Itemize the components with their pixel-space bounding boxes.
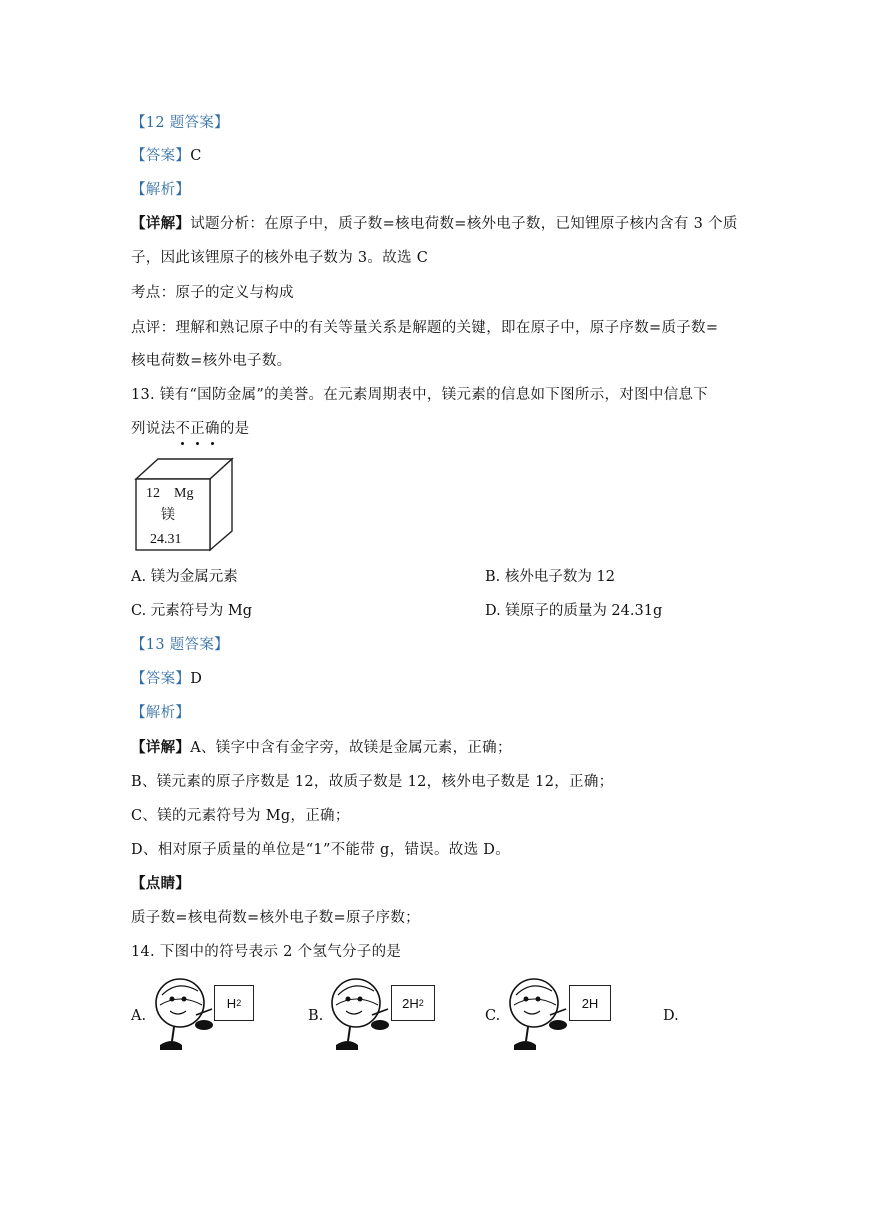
q13-stem-pre: 列说法 <box>131 421 176 437</box>
cartoon-atom-icon <box>152 975 218 1057</box>
q12-answer-value: C <box>190 148 202 164</box>
q13-emphasis-char: 不 <box>175 421 191 437</box>
q14-option-b-label: B. <box>308 1008 324 1024</box>
q14-stem: 14. 下图中的符号表示 2 个氢气分子的是 <box>131 944 402 960</box>
q13-answer-line <box>131 669 202 689</box>
formula-symbol: H <box>409 995 419 1011</box>
q13-detail-c: C、镁的元素符号为 Mg，正确； <box>131 808 350 824</box>
q13-dianjing-text: 质子数=核电荷数=核外电子数=原子序数； <box>131 910 420 926</box>
q12-answer-line <box>131 146 202 166</box>
q12-detail-line2: 子，因此该锂原子的核外电子数为 3。故选 C <box>131 250 429 266</box>
formula-card-a <box>214 985 254 1021</box>
q14-option-d-label: D. <box>663 1008 679 1024</box>
q13-detail-a-line <box>131 738 512 758</box>
q12-kaodian: 考点：原子的定义与构成 <box>131 285 294 301</box>
element-card-cube <box>134 457 236 553</box>
q12-detail-text1: 试题分析：在原子中，质子数=核电荷数=核外电子数，已知锂原子核内含有 3 个质 <box>190 216 738 232</box>
q13-stem-line2 <box>131 419 249 439</box>
q12-analysis-tag: 【解析】 <box>131 182 191 198</box>
q13-answer-heading: 【13 题答案】 <box>131 637 229 653</box>
q13-stem-post: 的是 <box>219 421 250 437</box>
cartoon-atom-icon <box>328 975 394 1057</box>
formula-symbol: H <box>226 995 237 1011</box>
q13-stem-line1: 13. 镁有“国防金属”的美誉。在元素周期表中，镁元素的信息如下图所示，对图中信息下 <box>131 387 709 403</box>
q13-detail-a: A、镁字中含有金字旁，故镁是金属元素，正确； <box>190 740 512 756</box>
formula-card-b <box>391 985 435 1021</box>
q12-detail-tag: 【详解】 <box>131 215 191 232</box>
q13-detail-tag: 【详解】 <box>131 739 191 756</box>
q13-option-b: B. 核外电子数为 12 <box>485 569 615 585</box>
element-atomic-mass: 24.31 <box>150 532 182 547</box>
formula-subscript: 2 <box>236 998 242 1008</box>
q13-answer-tag: 【答案】 <box>131 671 191 687</box>
q12-detail-line1 <box>131 214 738 234</box>
element-symbol: Mg <box>174 486 194 501</box>
q13-emphasis-char: 正 <box>190 421 206 437</box>
formula-symbol: H <box>588 995 599 1011</box>
q12-answer-heading: 【12 题答案】 <box>131 115 229 131</box>
q14-option-a-label: A. <box>131 1008 147 1024</box>
formula-card-c <box>569 985 611 1021</box>
q13-option-d: D. 镁原子的质量为 24.31g <box>485 603 663 619</box>
q13-option-a: A. 镁为金属元素 <box>131 569 238 585</box>
formula-subscript: 2 <box>418 998 424 1008</box>
q13-detail-d: D、相对原子质量的单位是“1”不能带 g，错误。故选 D。 <box>131 842 510 858</box>
q12-answer-tag: 【答案】 <box>131 148 191 164</box>
cartoon-atom-icon <box>506 975 572 1057</box>
q13-analysis-tag: 【解析】 <box>131 705 191 721</box>
element-name: 镁 <box>161 507 175 523</box>
q13-detail-b: B、镁元素的原子序数是 12，故质子数是 12，核外电子数是 12，正确； <box>131 774 614 790</box>
formula-coefficient: 2 <box>402 995 410 1011</box>
q12-dianping-line1: 点评：理解和熟记原子中的有关等量关系是解题的关键，即在原子中，原子序数=质子数= <box>131 320 719 336</box>
q14-option-c-label: C. <box>485 1008 501 1024</box>
formula-coefficient: 2 <box>581 995 589 1011</box>
q13-answer-value: D <box>190 671 203 687</box>
q12-dianping-line2: 核电荷数=核外电子数。 <box>131 353 292 369</box>
element-atomic-number: 12 <box>146 486 160 501</box>
q13-emphasis-char: 确 <box>205 421 220 437</box>
q13-dianjing-tag: 【点睛】 <box>131 875 191 892</box>
q13-option-c: C. 元素符号为 Mg <box>131 603 253 619</box>
